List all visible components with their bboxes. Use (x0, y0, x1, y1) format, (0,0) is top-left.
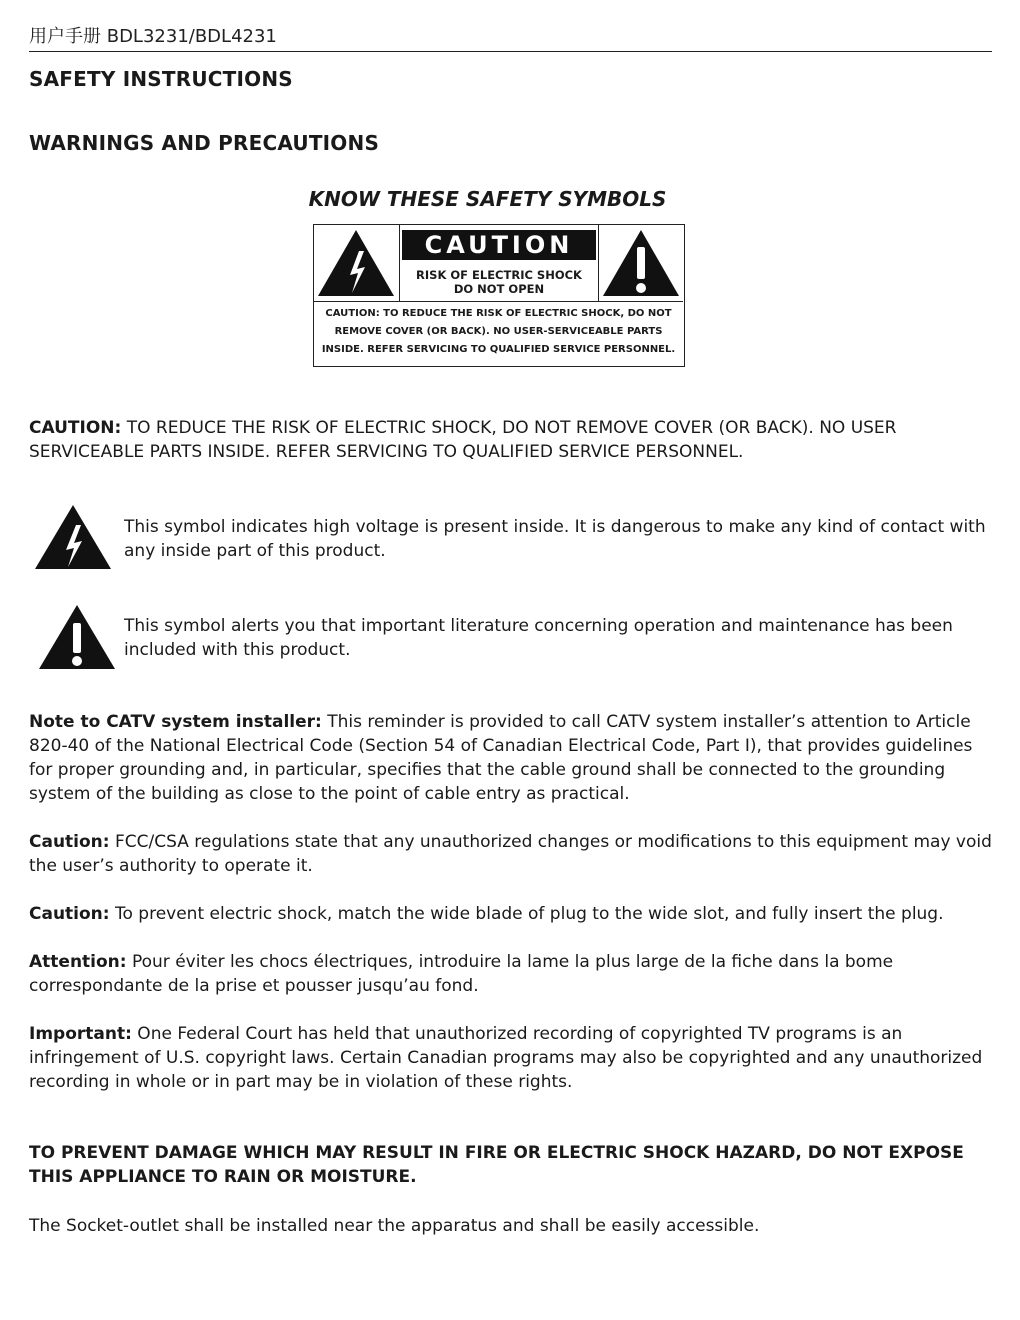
header-title: 用户手册 BDL3231/BDL4231 (29, 26, 277, 47)
caution-line-1: RISK OF ELECTRIC SHOCK (416, 268, 582, 282)
catv-note-paragraph (29, 710, 994, 806)
caution-paragraph (29, 416, 994, 464)
heading-safety-symbols: KNOW THESE SAFETY SYMBOLS (308, 187, 667, 211)
important-label: Important: (29, 1024, 132, 1044)
caution-label-center (400, 225, 598, 301)
attention-paragraph (29, 950, 994, 998)
caution-bottom-line-3: INSIDE. REFER SERVICING TO QUALIFIED SERVICE PERSONNEL. (321, 344, 676, 355)
caution-paragraph-label: CAUTION: (29, 418, 122, 438)
fcc-caution-paragraph (29, 830, 994, 878)
lightning-warning-icon (33, 503, 113, 571)
caution-line-2: DO NOT OPEN (453, 282, 545, 296)
plug-caution-label: Caution: (29, 904, 110, 924)
socket-outlet-note: The Socket-outlet shall be installed near the apparatus and shall be easily accessible. (29, 1216, 760, 1236)
fcc-caution-text: FCC/CSA regulations state that any unauthorized changes or modifications to this equipment may void the user’s authority to operate it. (29, 832, 992, 876)
fcc-caution-label: Caution: (29, 832, 110, 852)
caution-bottom-line-1: CAUTION: TO REDUCE THE RISK OF ELECTRIC SHOCK, DO NOT (325, 308, 672, 319)
important-text: One Federal Court has held that unauthorized recording of copyrighted TV programs is an infringement of U.S. copyright laws. Certain Canadian programs may also be copyrighted and any unauthorized recording in whole or in part may be in violation of these rights. (29, 1024, 983, 1092)
caution-label-left-cell (314, 225, 400, 301)
caution-label-top (314, 225, 683, 302)
exclamation-warning-icon (599, 225, 683, 301)
important-paragraph (29, 1022, 994, 1094)
heading-safety-instructions: SAFETY INSTRUCTIONS (29, 67, 293, 91)
attention-label: Attention: (29, 952, 127, 972)
catv-note-text: This reminder is provided to call CATV system installer’s attention to Article 820-40 of the National Electrical Code (Section 54 of Canadian Electrical Code, Part I), that provides guidelines for proper grounding and, in particular, specifies that the cable ground shall be connected to the grounding system of the building as close to the point of cable entry as practical. (29, 712, 973, 804)
caution-banner: CAUTION (402, 230, 596, 260)
caution-label-right-cell (598, 225, 683, 301)
exclamation-warning-icon (37, 603, 117, 671)
caution-paragraph-text: TO REDUCE THE RISK OF ELECTRIC SHOCK, DO NOT REMOVE COVER (OR BACK). NO USER SERVICEABLE PARTS INSIDE. REFER SERVICING TO QUALIFIED SERVICE PERSONNEL. (29, 418, 897, 462)
caution-label-box (313, 224, 685, 367)
heading-warnings-precautions: WARNINGS AND PRECAUTIONS (29, 131, 380, 155)
plug-caution-paragraph (29, 902, 994, 926)
attention-text: Pour éviter les chocs électriques, introduire la lame la plus large de la fiche dans la bome correspondante de la prise et pousser jusqu’au fond. (29, 952, 894, 996)
plug-caution-text: To prevent electric shock, match the wide blade of plug to the wide slot, and fully insert the plug. (109, 904, 944, 924)
catv-note-label: Note to CATV system installer: (29, 712, 322, 732)
fire-hazard-warning: TO PREVENT DAMAGE WHICH MAY RESULT IN FIRE OR ELECTRIC SHOCK HAZARD, DO NOT EXPOSE THIS APPLIANCE TO RAIN OR MOISTURE. (29, 1143, 964, 1187)
caution-label-bottom (314, 305, 683, 359)
lightning-warning-icon (314, 225, 399, 301)
high-voltage-symbol-text: This symbol indicates high voltage is present inside. It is dangerous to make any kind of contact with any inside part of this product. (124, 517, 986, 561)
caution-bottom-line-2: REMOVE COVER (OR BACK). NO USER-SERVICEABLE PARTS (334, 326, 663, 337)
alert-symbol-text: This symbol alerts you that important literature concerning operation and maintenance has been included with this product. (124, 616, 953, 660)
page-header (29, 26, 992, 52)
